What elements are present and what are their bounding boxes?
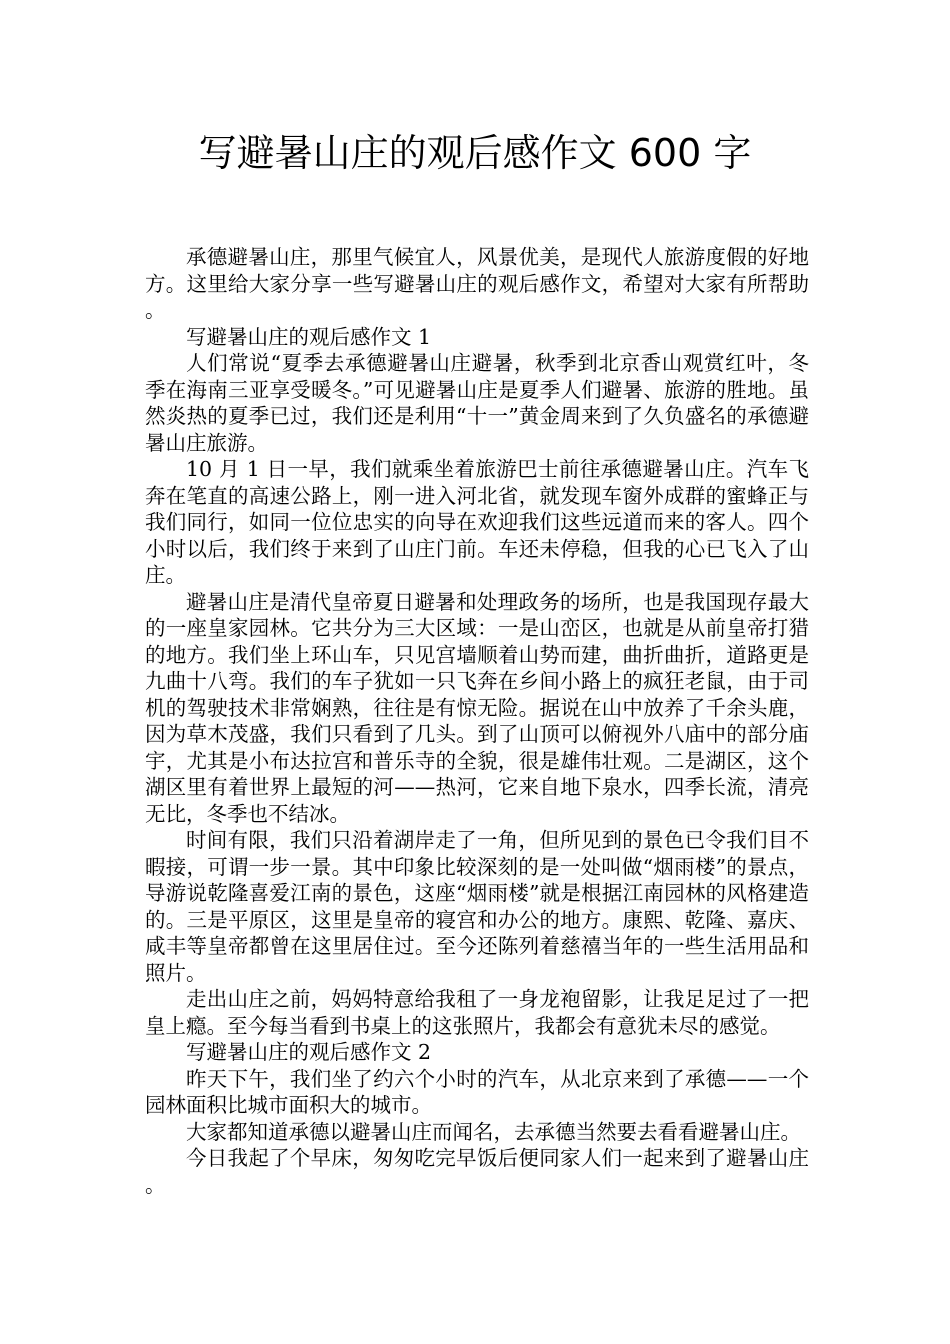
body-paragraph: 人们常说“夏季去承德避暑山庄避暑，秋季到北京香山观赏红叶，冬季在海南三亚享受暖冬。”可见避暑山庄是夏季人们避暑、旅游的胜地。虽然炎热的夏季已过，我们还是利用“十一”黄金周来到了久负盛名的承德避暑山庄旅游。 <box>145 351 809 455</box>
body-paragraph: 避暑山庄是清代皇帝夏日避暑和处理政务的场所，也是我国现存最大的一座皇家园林。它共分为三大区域：一是山峦区，也就是从前皇帝打猎的地方。我们坐上环山车，只见宫墙顺着山势而建，曲折曲折，道路更是九曲十八弯。我们的车子犹如一只飞奔在乡间小路上的疯狂老鼠，由于司机的驾驶技术非常娴熟，往往是有惊无险。据说在山中放养了千余头鹿，因为草木茂盛，我们只看到了几头。到了山顶可以俯视外八庙中的部分庙宇，尤其是小布达拉宫和普乐寺的全貌，很是雄伟壮观。二是湖区，这个湖区里有着世界上最短的河——热河，它来自地下泉水，四季长流，清亮无比，冬季也不结冰。 <box>145 589 809 826</box>
body-paragraph: 大家都知道承德以避暑山庄而闻名，去承德当然要去看看避暑山庄。 <box>186 1119 801 1144</box>
body-paragraph: 时间有限，我们只沿着湖岸走了一角，但所见到的景色已令我们目不暇接，可谓一步一景。其中印象比较深刻的是一处叫做“烟雨楼”的景点，导游说乾隆喜爱江南的景色，这座“烟雨楼”就是根据江南园林的风格建造的。三是平原区，这里是皇帝的寝宫和办公的地方。康熙、乾隆、嘉庆、咸丰等皇帝都曾在这里居住过。至今还陈列着慈禧当年的一些生活用品和照片。 <box>145 828 809 985</box>
document-body <box>145 244 809 1198</box>
intro-paragraph: 承德避暑山庄，那里气候宜人，风景优美，是现代人旅游度假的好地方。这里给大家分享一些写避暑山庄的观后感作文，希望对大家有所帮助。 <box>145 245 809 322</box>
section-heading-2: 写避暑山庄的观后感作文 2 <box>186 1040 432 1064</box>
body-paragraph: 今日我起了个早床，匆匆吃完早饭后便同家人们一起来到了避暑山庄。 <box>145 1146 809 1197</box>
body-paragraph: 10 月 1 日一早，我们就乘坐着旅游巴士前往承德避暑山庄。汽车飞奔在笔直的高速公路上，刚一进入河北省，就发现车窗外成群的蜜蜂正与我们同行，如同一位位忠实的向导在欢迎我们这些远道而来的客人。四个小时以后，我们终于来到了山庄门前。车还未停稳，但我的心已飞入了山庄。 <box>145 457 809 587</box>
body-paragraph: 昨天下午，我们坐了约六个小时的汽车，从北京来到了承德——一个园林面积比城市面积大的城市。 <box>145 1066 809 1117</box>
document-title: 写避暑山庄的观后感作文 600 字 <box>198 131 752 175</box>
section-heading-1: 写避暑山庄的观后感作文 1 <box>186 324 432 349</box>
body-paragraph: 走出山庄之前，妈妈特意给我租了一身龙袍留影，让我足足过了一把皇上瘾。至今每当看到书桌上的这张照片，我都会有意犹未尽的感觉。 <box>145 987 809 1038</box>
